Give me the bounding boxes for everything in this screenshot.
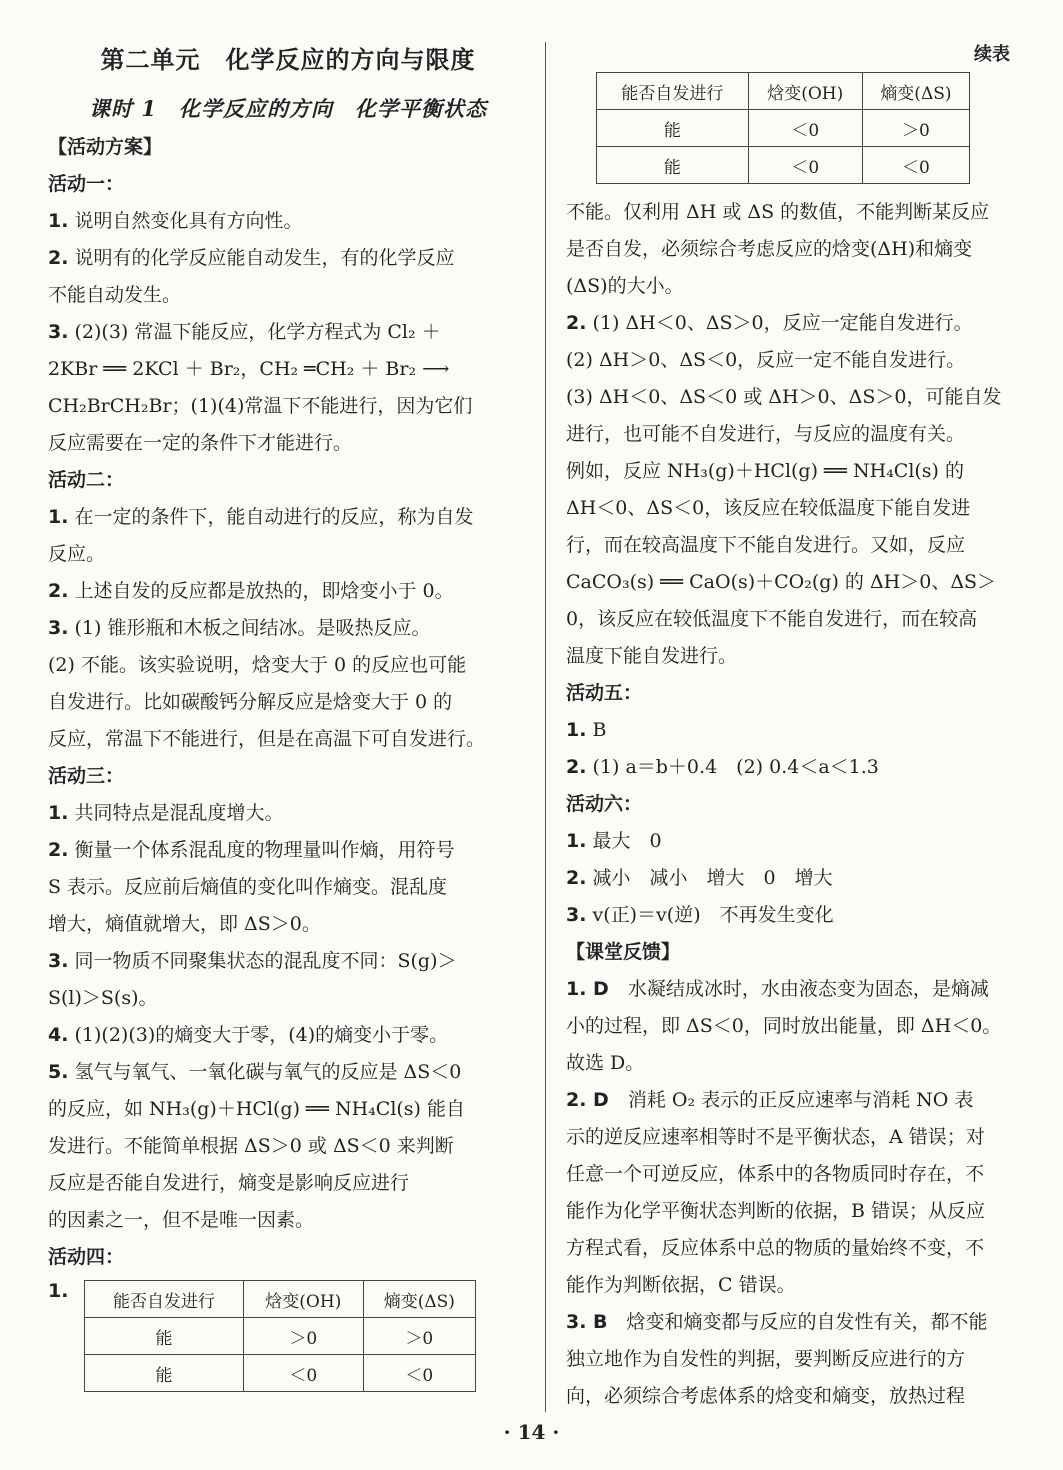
line-text: 行，而在较高温度下不能自发进行。又如，反应 — [566, 534, 966, 556]
text-line — [48, 1054, 528, 1091]
item-number: 5. — [48, 1061, 69, 1083]
line-text: 说明自然变化具有方向性。 — [68, 210, 303, 232]
text-line — [48, 647, 528, 684]
text-line — [48, 684, 528, 721]
line-text: 示的逆反应速率相等时不是平衡状态，A 错误；对 — [566, 1126, 985, 1148]
text-line — [566, 638, 1036, 675]
item-number: 4. — [48, 1024, 69, 1046]
text-line — [48, 203, 528, 240]
table-cell: ＜0 — [243, 1355, 363, 1392]
section-heading — [48, 462, 528, 499]
text-line — [566, 1082, 1036, 1119]
section-heading — [48, 1239, 528, 1276]
line-text: (2)(3) 常温下能反应，化学方程式为 Cl₂ ＋ — [68, 321, 441, 343]
text-line — [48, 1091, 528, 1128]
table-cell: ＜0 — [748, 110, 862, 147]
text-line — [48, 499, 528, 536]
text-line — [48, 314, 528, 351]
text-line — [566, 1230, 1036, 1267]
line-text: 活动三： — [48, 765, 125, 787]
line-text: CaCO₃(s) ══ CaO(s)＋CO₂(g) 的 ΔH＞0、ΔS＞ — [566, 571, 997, 593]
table-cell: 能 — [85, 1355, 244, 1392]
section-heading — [566, 934, 1036, 971]
line-text: 水凝结成冰时，水由液态变为固态，是熵减 — [608, 978, 989, 1000]
text-line — [48, 277, 528, 314]
table-header: 焓变(OH) — [748, 73, 862, 110]
text-line — [566, 1156, 1036, 1193]
item-number: 2. — [48, 247, 69, 269]
line-text: 能作为判断依据，C 错误。 — [566, 1274, 796, 1296]
text-line — [48, 610, 528, 647]
left-body — [48, 129, 528, 1276]
line-text: (1) ΔH＜0、ΔS＞0，反应一定能自发进行。 — [586, 312, 973, 334]
line-text: B — [586, 719, 607, 741]
table-header: 能否自发进行 — [85, 1281, 244, 1318]
text-line — [566, 860, 1036, 897]
text-line — [566, 490, 1036, 527]
line-text: 的因素之一，但不是唯一因素。 — [48, 1209, 315, 1231]
text-line — [48, 943, 528, 980]
entropy-table-right — [596, 72, 970, 184]
item-number: 1. — [566, 719, 587, 741]
lesson-title: 课时 1 化学反应的方向 化学平衡状态 — [89, 96, 487, 121]
line-text: S 表示。反应前后熵值的变化叫作熵变。混乱度 — [48, 876, 448, 898]
line-text: 不能自动发生。 — [48, 284, 182, 306]
text-line — [48, 351, 528, 388]
line-text: 衡量一个体系混乱度的物理量叫作熵，用符号 — [68, 839, 455, 861]
text-line — [566, 1341, 1036, 1378]
line-text: 小的过程，即 ΔS＜0，同时放出能量，即 ΔH＜0。 — [566, 1015, 1002, 1037]
text-line — [566, 897, 1036, 934]
line-text: 是否自发，必须综合考虑反应的焓变(ΔH)和熵变 — [566, 238, 973, 260]
line-text: CH₂BrCH₂Br；(1)(4)常温下不能进行，因为它们 — [48, 395, 473, 417]
text-line — [566, 453, 1036, 490]
line-text: 消耗 O₂ 表示的正反应速率与消耗 NO 表 — [608, 1089, 974, 1111]
text-line — [48, 869, 528, 906]
table-header: 焓变(OH) — [243, 1281, 363, 1318]
item-number: 2. — [48, 839, 69, 861]
text-line — [48, 388, 528, 425]
text-line — [566, 1378, 1036, 1415]
line-text: 反应需要在一定的条件下才能进行。 — [48, 432, 353, 454]
line-text: 方程式看，反应体系中总的物质的量始终不变，不 — [566, 1237, 985, 1259]
text-line — [566, 1119, 1036, 1156]
text-line — [48, 425, 528, 462]
text-line — [566, 601, 1036, 638]
line-text: (1) a＝b＋0.4 (2) 0.4＜a＜1.3 — [586, 756, 879, 778]
line-text: 反应是否能自发进行，熵变是影响反应进行 — [48, 1172, 410, 1194]
line-text: 0，该反应在较低温度下不能自发进行，而在较高 — [566, 608, 978, 630]
line-text: 在一定的条件下，能自动进行的反应，称为自发 — [68, 506, 474, 528]
text-line — [566, 1045, 1036, 1082]
item-number: 1. — [48, 506, 69, 528]
line-text: (3) ΔH＜0、ΔS＜0 或 ΔH＞0、ΔS＞0，可能自发 — [566, 386, 1002, 408]
table-header-row — [85, 1281, 476, 1318]
table-cell: 能 — [597, 110, 749, 147]
item-number: 2. — [566, 867, 587, 889]
text-line — [566, 305, 1036, 342]
text-line — [48, 1165, 528, 1202]
line-text: ΔH＜0、ΔS＜0，该反应在较低温度下能自发进 — [566, 497, 971, 519]
table-row — [85, 1355, 476, 1392]
line-text: (1) 锥形瓶和木板之间结冰。是吸热反应。 — [68, 617, 431, 639]
line-text: (1)(2)(3)的熵变大于零，(4)的熵变小于零。 — [68, 1024, 449, 1046]
question-number: 1. — [48, 1280, 69, 1302]
text-line — [48, 1202, 528, 1239]
table-row — [85, 1318, 476, 1355]
line-text: 【活动方案】 — [48, 136, 163, 158]
line-text: 进行，也可能不自发进行，与反应的温度有关。 — [566, 423, 966, 445]
item-number: 2. D — [566, 1089, 609, 1111]
right-column — [566, 0, 1036, 1415]
table-cell: ＜0 — [748, 147, 862, 184]
item-number: 2. — [566, 756, 587, 778]
line-text: 【课堂反馈】 — [566, 941, 681, 963]
line-text: 自发进行。比如碳酸钙分解反应是焓变大于 0 的 — [48, 691, 453, 713]
line-text: 温度下能自发进行。 — [566, 645, 738, 667]
line-text: (ΔS)的大小。 — [566, 275, 684, 297]
text-line — [566, 712, 1036, 749]
text-line — [48, 573, 528, 610]
line-text: 任意一个可逆反应，体系中的各物质同时存在，不 — [566, 1163, 985, 1185]
table-cell: 能 — [85, 1318, 244, 1355]
section-heading — [566, 786, 1036, 823]
item-number: 3. — [566, 904, 587, 926]
text-line — [566, 1008, 1036, 1045]
text-line — [566, 749, 1036, 786]
line-text: 向，必须综合考虑体系的焓变和熵变，放热过程 — [566, 1385, 966, 1407]
text-line — [48, 721, 528, 758]
table-row — [597, 110, 970, 147]
left-column — [48, 0, 528, 1392]
section-heading — [566, 675, 1036, 712]
line-text: (2) 不能。该实验说明，焓变大于 0 的反应也可能 — [48, 654, 467, 676]
text-line — [566, 1304, 1036, 1341]
entropy-table-left — [84, 1280, 476, 1392]
text-line — [566, 342, 1036, 379]
table-row — [597, 147, 970, 184]
item-number: 1. — [48, 802, 69, 824]
line-text: v(正)＝v(逆) 不再发生变化 — [586, 904, 834, 926]
item-number: 2. — [48, 580, 69, 602]
table-cell: 能 — [597, 147, 749, 184]
text-line — [48, 980, 528, 1017]
line-text: 例如，反应 NH₃(g)＋HCl(g) ══ NH₄Cl(s) 的 — [566, 460, 965, 482]
continued-label: 续表 — [974, 44, 1010, 65]
line-text: 的反应，如 NH₃(g)＋HCl(g) ══ NH₄Cl(s) 能自 — [48, 1098, 466, 1120]
text-line — [48, 906, 528, 943]
item-number: 1. — [566, 830, 587, 852]
text-line — [566, 1267, 1036, 1304]
line-text: 最大 0 — [586, 830, 662, 852]
line-text: 故选 D。 — [566, 1052, 645, 1074]
text-line — [566, 194, 1036, 231]
line-text: 活动四： — [48, 1246, 125, 1268]
line-text: 上述自发的反应都是放热的，即焓变小于 0。 — [68, 580, 454, 602]
item-number: 3. — [48, 617, 69, 639]
line-text: 活动五： — [566, 682, 643, 704]
item-number: 1. D — [566, 978, 609, 1000]
table-cell: ＞0 — [363, 1318, 475, 1355]
unit-title: 第二单元 化学反应的方向与限度 — [100, 45, 476, 74]
item-number: 3. B — [566, 1311, 608, 1333]
line-text: 活动六： — [566, 793, 643, 815]
line-text: 减小 减小 增大 0 增大 — [586, 867, 833, 889]
item-number: 1. — [48, 210, 69, 232]
text-line — [48, 1017, 528, 1054]
table-cell: ＜0 — [363, 1355, 475, 1392]
line-text: 能作为化学平衡状态判断的依据，B 错误；从反应 — [566, 1200, 986, 1222]
line-text: 反应。 — [48, 543, 106, 565]
text-line — [48, 795, 528, 832]
text-line — [566, 268, 1036, 305]
item-number: 2. — [566, 312, 587, 334]
line-text: 不能。仅利用 ΔH 或 ΔS 的数值，不能判断某反应 — [566, 201, 990, 223]
table-header: 熵变(ΔS) — [862, 73, 969, 110]
text-line — [48, 536, 528, 573]
line-text: 活动二： — [48, 469, 125, 491]
table-header: 能否自发进行 — [597, 73, 749, 110]
line-text: 反应，常温下不能进行，但是在高温下可自发进行。 — [48, 728, 486, 750]
line-text: S(l)＞S(s)。 — [48, 987, 158, 1009]
line-text: 说明有的化学反应能自动发生，有的化学反应 — [68, 247, 455, 269]
column-divider — [545, 42, 546, 1412]
page-number: · 14 · — [503, 1420, 560, 1444]
line-text: 共同特点是混乱度增大。 — [68, 802, 284, 824]
table-cell: ＞0 — [862, 110, 969, 147]
section-heading — [48, 129, 528, 166]
item-number: 3. — [48, 321, 69, 343]
table-cell: ＞0 — [243, 1318, 363, 1355]
text-line — [566, 379, 1036, 416]
text-line — [48, 1128, 528, 1165]
text-line — [566, 416, 1036, 453]
line-text: 发进行。不能简单根据 ΔS＞0 或 ΔS＜0 来判断 — [48, 1135, 454, 1157]
line-text: 2KBr ══ 2KCl ＋ Br₂，CH₂ ═CH₂ ＋ Br₂ ⟶ — [48, 358, 450, 380]
table-header: 熵变(ΔS) — [363, 1281, 475, 1318]
text-line — [566, 1193, 1036, 1230]
text-line — [566, 823, 1036, 860]
line-text: 焓变和熵变都与反应的自发性有关，都不能 — [607, 1311, 988, 1333]
table-cell: ＜0 — [862, 147, 969, 184]
text-line — [48, 832, 528, 869]
item-number: 3. — [48, 950, 69, 972]
text-line — [566, 971, 1036, 1008]
table-header-row — [597, 73, 970, 110]
line-text: 独立地作为自发性的判据，要判断反应进行的方 — [566, 1348, 966, 1370]
line-text: 同一物质不同聚集状态的混乱度不同：S(g)＞ — [68, 950, 457, 972]
right-body — [566, 194, 1036, 1415]
line-text: 氢气与氧气、一氧化碳与氧气的反应是 ΔS＜0 — [68, 1061, 462, 1083]
text-line — [566, 564, 1036, 601]
text-line — [566, 527, 1036, 564]
line-text: 增大，熵值就增大，即 ΔS＞0。 — [48, 913, 321, 935]
section-heading — [48, 166, 528, 203]
line-text: 活动一： — [48, 173, 125, 195]
text-line — [48, 240, 528, 277]
line-text: (2) ΔH＞0、ΔS＜0，反应一定不能自发进行。 — [566, 349, 966, 371]
text-line — [566, 231, 1036, 268]
section-heading — [48, 758, 528, 795]
